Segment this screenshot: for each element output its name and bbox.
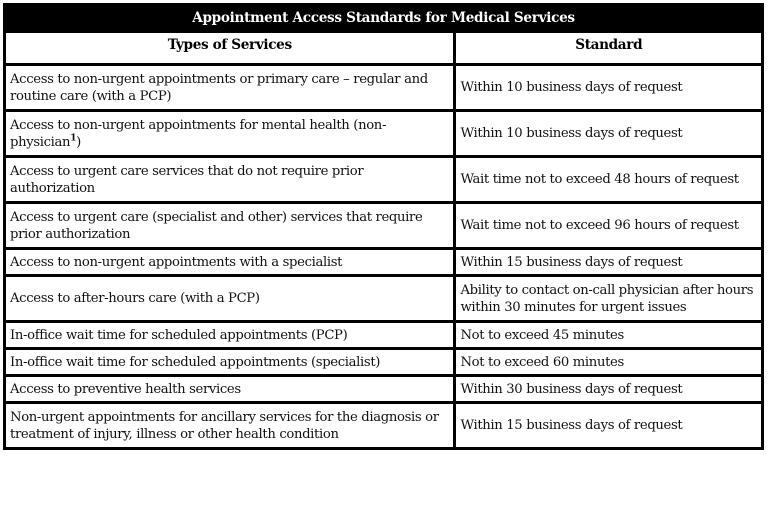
standard-cell: Within 10 business days of request: [455, 111, 763, 157]
service-cell: Access to non-urgent appointments or primary care – regular and routine care (with a PCP): [5, 65, 455, 111]
standard-cell: Not to exceed 60 minutes: [455, 349, 763, 376]
access-standards-table-container: [3, 3, 764, 450]
standard-cell: Ability to contact on-call physician after hours within 30 minutes for urgent issues: [455, 276, 763, 322]
service-cell: Non-urgent appointments for ancillary services for the diagnosis or treatment of injury, illness or other health condition: [5, 403, 455, 449]
footnote-marker: 1: [70, 133, 77, 144]
standard-cell: Within 15 business days of request: [455, 249, 763, 276]
table-row: [5, 203, 763, 249]
service-cell: [5, 111, 455, 157]
standard-cell: Wait time not to exceed 96 hours of request: [455, 203, 763, 249]
table-row: [5, 403, 763, 449]
standard-cell: Within 30 business days of request: [455, 376, 763, 403]
standard-cell: Within 15 business days of request: [455, 403, 763, 449]
service-cell: Access to after-hours care (with a PCP): [5, 276, 455, 322]
service-cell: Access to non-urgent appointments with a specialist: [5, 249, 455, 276]
table-row: [5, 249, 763, 276]
table-row: [5, 322, 763, 349]
table-row: [5, 111, 763, 157]
table-title-row: [5, 5, 763, 32]
service-cell: In-office wait time for scheduled appointments (specialist): [5, 349, 455, 376]
table-row: [5, 376, 763, 403]
standard-cell: Wait time not to exceed 48 hours of request: [455, 157, 763, 203]
column-header-standard: Standard: [455, 32, 763, 65]
table-row: [5, 276, 763, 322]
table-row: [5, 349, 763, 376]
service-cell: Access to urgent care (specialist and other) services that require prior authorization: [5, 203, 455, 249]
standard-cell: Within 10 business days of request: [455, 65, 763, 111]
service-cell: In-office wait time for scheduled appointments (PCP): [5, 322, 455, 349]
standard-cell: Not to exceed 45 minutes: [455, 322, 763, 349]
table-row: [5, 65, 763, 111]
table-row: [5, 157, 763, 203]
column-header-types-of-services: Types of Services: [5, 32, 455, 65]
table-title: Appointment Access Standards for Medical Services: [5, 5, 763, 32]
access-standards-table: [3, 3, 764, 450]
service-cell: Access to urgent care services that do not require prior authorization: [5, 157, 455, 203]
service-text-suffix: ): [76, 134, 81, 150]
service-cell: Access to preventive health services: [5, 376, 455, 403]
table-header-row: [5, 32, 763, 65]
service-text: Access to non-urgent appointments for mental health (non-physician: [10, 117, 387, 150]
